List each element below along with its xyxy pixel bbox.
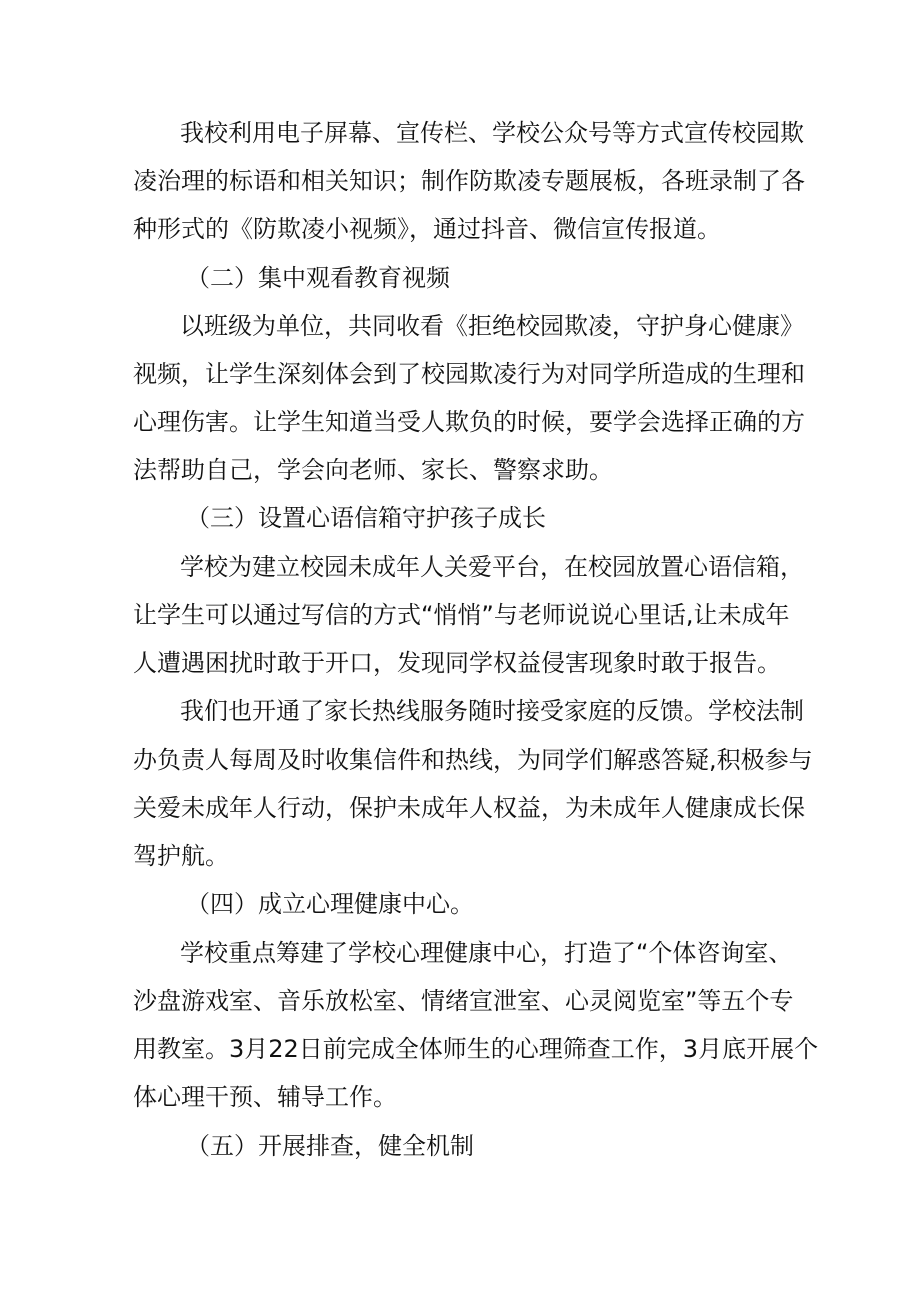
section-heading-2: （二）集中观看教育视频 <box>186 264 450 292</box>
paragraph-2-line-3: 心理伤害。让学生知道当受人欺负的时候，要学会选择正确的方 <box>133 408 805 436</box>
section-heading-5: （五）开展排查，健全机制 <box>186 1132 474 1160</box>
paragraph-5-line-3: 用教室。3月22日前完成全体师生的心理筛查工作，3月底开展个 <box>133 1035 819 1063</box>
paragraph-5-line-1: 学校重点筹建了学校心理健康中心，打造了“个体咨询室、 <box>180 939 793 967</box>
paragraph-2-line-2: 视频，让学生深刻体会到了校园欺凌行为对同学所造成的生理和 <box>133 360 805 388</box>
section-heading-3: （三）设置心语信箱守护孩子成长 <box>186 504 546 532</box>
paragraph-4-line-1: 我们也开通了家长热线服务随时接受家庭的反馈。学校法制 <box>180 697 804 725</box>
paragraph-4-line-2: 办负责人每周及时收集信件和热线，为同学们解惑答疑,积极参与 <box>133 746 813 774</box>
paragraph-1-line-1: 我校利用电子屏幕、宣传栏、学校公众号等方式宣传校园欺 <box>180 119 804 147</box>
paragraph-4-line-4: 驾护航。 <box>133 842 229 870</box>
paragraph-4-line-3: 关爱未成年人行动，保护未成年人权益，为未成年人健康成长保 <box>133 794 805 822</box>
paragraph-3-line-1: 学校为建立校园未成年人关爱平台，在校园放置心语信箱， <box>180 553 804 581</box>
paragraph-1-line-3: 种形式的《防欺凌小视频》，通过抖音、微信宣传报道。 <box>133 215 721 243</box>
paragraph-2-line-4: 法帮助自己，学会向老师、家长、警察求助。 <box>133 456 613 484</box>
paragraph-3-line-2: 让学生可以通过写信的方式“悄悄”与老师说说心里话,让未成年 <box>133 601 790 629</box>
paragraph-3-line-3: 人遭遇困扰时敢于开口，发现同学权益侵害现象时敢于报告。 <box>133 649 781 677</box>
paragraph-5-line-2: 沙盘游戏室、音乐放松室、情绪宣泄室、心灵阅览室”等五个专 <box>133 987 794 1015</box>
paragraph-1-line-2: 凌治理的标语和相关知识；制作防欺凌专题展板，各班录制了各 <box>133 167 805 195</box>
section-heading-4: （四）成立心理健康中心。 <box>186 890 474 918</box>
paragraph-5-line-4: 体心理干预、辅导工作。 <box>133 1083 397 1111</box>
paragraph-2-line-1: 以班级为单位，共同收看《拒绝校园欺凌，守护身心健康》 <box>180 312 804 340</box>
